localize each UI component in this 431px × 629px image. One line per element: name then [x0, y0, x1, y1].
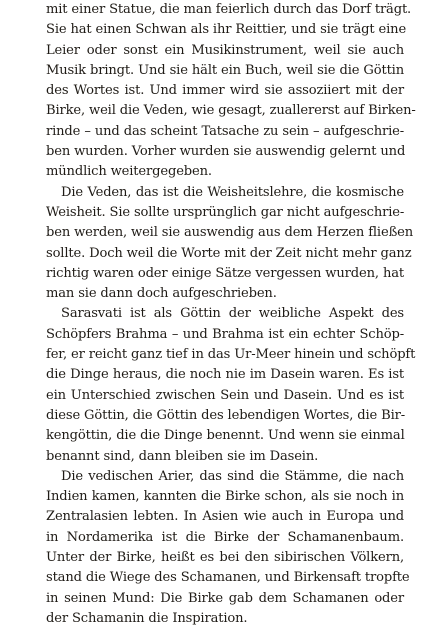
text-line: man sie dann doch aufgeschrieben.: [46, 286, 277, 302]
text-line: in Nordamerika ist die Birke der Schamanenbaum.: [46, 529, 404, 545]
paragraph-1: [46, 0, 416, 183]
text-line: Unter der Birke, heißt es bei den sibirischen Völkern,: [46, 550, 404, 566]
text-line: rinde – und das scheint Tatsache zu sein – aufgeschrie-: [46, 123, 404, 139]
paragraph-4: [46, 467, 410, 629]
text-line: mündlich weitergegeben.: [46, 164, 212, 180]
text-line: Sarasvati ist als Göttin der weibliche Aspekt des: [61, 306, 404, 322]
paragraph-3: [46, 304, 416, 466]
text-line: des Wortes ist. Und immer wird sie assoziiert mit der: [46, 83, 404, 99]
text-line: richtig waren oder einige Sätze vergessen wurden, hat: [46, 265, 404, 281]
text-line: ein Unterschied zwischen Sein und Dasein. Und es ist: [46, 387, 404, 403]
text-line: Leier oder sonst ein Musikinstrument, weil sie auch: [46, 42, 404, 58]
text-line: Sie hat einen Schwan als ihr Reittier, und sie trägt eine: [46, 22, 407, 38]
text-line: Birke, weil die Veden, wie gesagt, zuallererst auf Birken-: [46, 103, 416, 119]
text-line: ben wurden. Vorher wurden sie auswendig gelernt und: [46, 144, 406, 160]
text-line: stand die Wiege des Schamanen, und Birkensaft tropfte: [46, 570, 410, 586]
text-line: Musik bringt. Und sie hält ein Buch, weil sie die Göttin: [46, 62, 404, 78]
text-line: der Schamanin die Inspiration.: [46, 610, 248, 626]
text-line: Schöpfers Brahma – und Brahma ist ein echter Schöp-: [46, 326, 404, 342]
text-line: mit einer Statue, die man feierlich durch das Dorf trägt.: [46, 2, 412, 17]
paragraph-2: [46, 183, 414, 305]
text-line: fer, er reicht ganz tief in das Ur-Meer hinein und schöpft: [46, 347, 416, 363]
text-line: die Dinge heraus, die noch nie im Dasein waren. Es ist: [46, 367, 404, 383]
text-line: Die Veden, das ist die Weisheitslehre, die kosmische: [61, 184, 404, 200]
text-line: Zentralasien lebten. In Asien wie auch in Europa und: [46, 509, 404, 525]
text-line: in seinen Mund: Die Birke gab dem Schamanen oder: [46, 590, 404, 606]
text-line: Weisheit. Sie sollte ursprünglich gar nicht aufgeschrie-: [46, 204, 405, 220]
text-line: benannt sind, dann bleiben sie im Dasein.: [46, 448, 319, 464]
text-line: sollte. Doch weil die Worte mit der Zeit nicht mehr ganz: [46, 245, 412, 261]
text-line: Indien kamen, kannten die Birke schon, als sie noch in: [46, 489, 404, 505]
text-line: diese Göttin, die Göttin des lebendigen Wortes, die Bir-: [46, 407, 406, 423]
text-line: kengöttin, die die Dinge benennt. Und wenn sie einmal: [46, 428, 405, 444]
text-line: ben werden, weil sie auswendig aus dem Herzen fließen: [46, 225, 414, 241]
page-text: [46, 0, 416, 629]
text-line: Die vedischen Arier, das sind die Stämme, die nach: [61, 468, 404, 484]
